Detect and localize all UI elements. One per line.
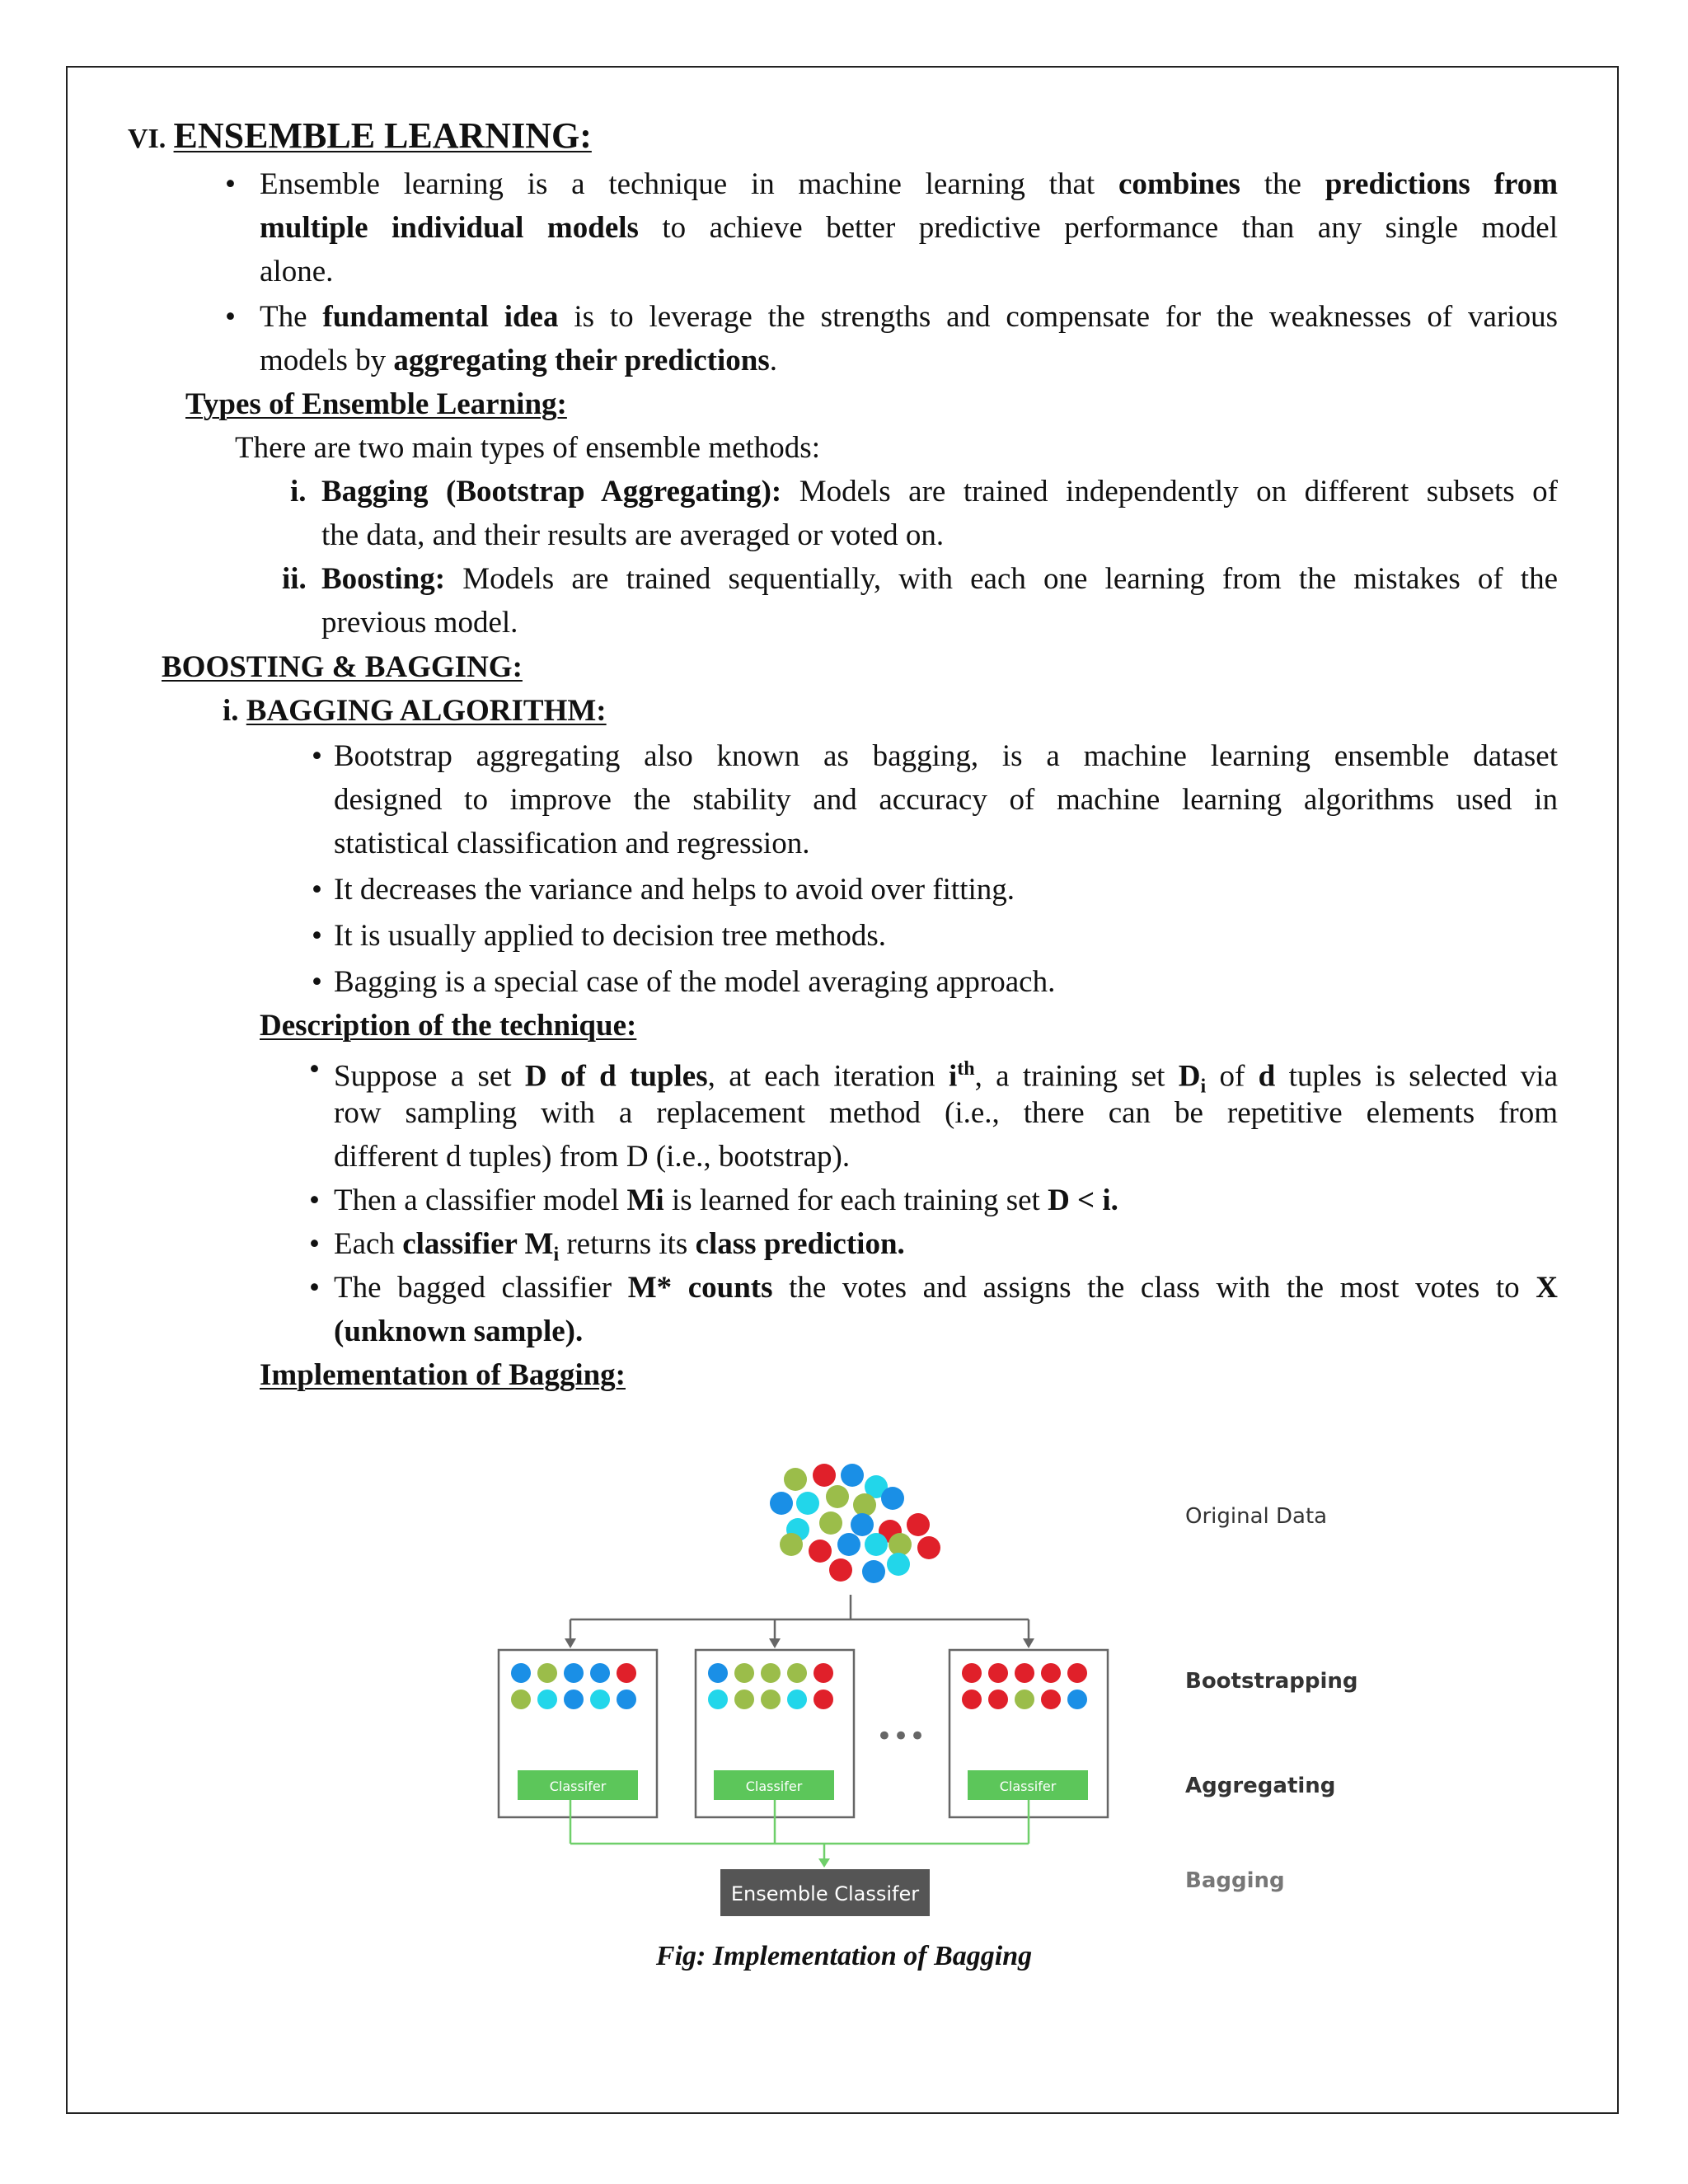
data-point <box>826 1485 849 1508</box>
label-aggregating: Aggregating <box>1185 1774 1336 1798</box>
description-line: Then a classifier model Mi is learned for each training set D < i. <box>334 1183 1118 1217</box>
sample-point <box>590 1690 610 1709</box>
bullet-line: Bootstrap aggregating also known as bagging, is a machine learning ensemble dataset <box>334 739 1558 773</box>
bullet-dot: • <box>309 1227 320 1261</box>
list-item-boosting: Boosting: Models are trained sequentially, with each one learning from the mistakes of the <box>321 562 1558 596</box>
arrow-down-icon <box>565 1638 576 1648</box>
bullet-line: It decreases the variance and helps to avoid over fitting. <box>334 873 1015 907</box>
description-line: Suppose a set D of d tuples, at each iteration $i^{th}$, a training set $D_i$ of d tuples is selected via <box>334 1058 1558 1098</box>
classifier-label: Classifer <box>549 1779 607 1794</box>
sample-point <box>1067 1663 1087 1683</box>
sample-point <box>1015 1690 1034 1709</box>
data-point <box>813 1464 836 1487</box>
sample-point <box>617 1663 636 1683</box>
arrow-down-icon <box>1023 1638 1034 1648</box>
bootstrap-connectors <box>570 1595 1029 1640</box>
types-intro: There are two main types of ensemble methods: <box>235 431 820 465</box>
bullet-line: models by aggregating their predictions. <box>260 344 777 377</box>
description-line: (unknown sample). <box>334 1315 584 1348</box>
sample-point <box>511 1690 531 1709</box>
section-title: ENSEMBLE LEARNING: <box>173 115 592 156</box>
data-point <box>851 1513 874 1536</box>
bullet-dot: • <box>312 919 322 953</box>
sample-point <box>761 1690 781 1709</box>
sample-point <box>1015 1663 1034 1683</box>
description-heading: Description of the technique: <box>260 1009 637 1043</box>
boosting-bagging-heading: BOOSTING & BAGGING: <box>162 650 523 684</box>
sample-point <box>564 1663 584 1683</box>
bullet-dot: • <box>312 873 322 907</box>
bullet-line: multiple individual models to achieve better predictive performance than any single model <box>260 211 1558 245</box>
bullet-dot: • <box>309 1052 320 1086</box>
sample-point <box>1067 1690 1087 1709</box>
description-line: row sampling with a replacement method (i.e., there can be repetitive elements from <box>334 1096 1558 1130</box>
sample-point <box>761 1663 781 1683</box>
sample-point <box>1041 1690 1061 1709</box>
data-point <box>796 1492 819 1515</box>
sample-point <box>734 1690 754 1709</box>
data-point <box>770 1492 793 1515</box>
ellipsis: ••• <box>875 1720 926 1753</box>
sample-point <box>537 1663 557 1683</box>
sample-point <box>814 1663 833 1683</box>
description-line: Each classifier $M_i$ returns its class prediction. <box>334 1227 905 1266</box>
sample-point <box>564 1690 584 1709</box>
list-item-bagging: Bagging (Bootstrap Aggregating): Models are trained independently on different subsets of <box>321 475 1558 509</box>
figure-caption: Fig: Implementation of Bagging <box>655 1941 1033 1971</box>
original-data-cluster <box>770 1464 940 1583</box>
arrow-down-icon <box>818 1858 830 1868</box>
label-bootstrapping: Bootstrapping <box>1185 1669 1358 1694</box>
data-point <box>865 1533 888 1556</box>
list-number: ii. <box>282 562 307 596</box>
bullet-line: Bagging is a special case of the model averaging approach. <box>334 965 1056 999</box>
data-point <box>853 1493 876 1516</box>
types-heading: Types of Ensemble Learning: <box>185 387 567 421</box>
data-point <box>889 1533 912 1556</box>
bullet-dot: • <box>312 965 322 999</box>
sample-point <box>734 1663 754 1683</box>
bullet-line: statistical classification and regression. <box>334 827 810 860</box>
data-point <box>809 1540 832 1563</box>
sample-point <box>787 1663 807 1683</box>
classifier-label: Classifer <box>745 1779 803 1794</box>
data-point <box>917 1536 940 1559</box>
sample-point <box>962 1663 982 1683</box>
bullet-line: The fundamental idea is to leverage the strengths and compensate for the weaknesses of various <box>260 300 1558 334</box>
data-point <box>881 1487 904 1510</box>
list-number: i. <box>290 475 307 509</box>
sample-point <box>511 1663 531 1683</box>
data-point <box>841 1464 864 1487</box>
data-point <box>784 1468 807 1491</box>
bullet-line: Ensemble learning is a technique in machine learning that combines the predictions from <box>260 167 1559 201</box>
implementation-heading: Implementation of Bagging: <box>260 1358 626 1392</box>
bullet-line: It is usually applied to decision tree methods. <box>334 919 886 953</box>
sample-point <box>814 1690 833 1709</box>
data-point <box>780 1533 803 1556</box>
list-item-cont: previous model. <box>321 606 518 640</box>
sample-point <box>708 1663 728 1683</box>
sample-point <box>708 1690 728 1709</box>
data-point <box>829 1558 852 1582</box>
label-original-data: Original Data <box>1185 1504 1328 1529</box>
classifier-label: Classifer <box>999 1779 1057 1794</box>
section-number: VI. <box>128 124 166 154</box>
sample-point <box>1041 1663 1061 1683</box>
label-bagging: Bagging <box>1185 1868 1285 1893</box>
sample-point <box>988 1690 1008 1709</box>
sample-point <box>590 1663 610 1683</box>
sample-point <box>988 1663 1008 1683</box>
bullet-dot: • <box>309 1271 320 1305</box>
arrow-down-icon <box>769 1638 781 1648</box>
data-point <box>862 1560 885 1583</box>
description-line: different d tuples) from D (i.e., bootstrap). <box>334 1140 851 1174</box>
ensemble-label: Ensemble Classifer <box>730 1882 920 1905</box>
bullet-dot: • <box>312 739 322 773</box>
bagging-algorithm-heading: i. BAGGING ALGORITHM: <box>223 694 607 728</box>
description-line: The bagged classifier M* counts the votes and assigns the class with the most votes to X <box>334 1271 1558 1305</box>
data-point <box>907 1513 930 1536</box>
bullet-dot: • <box>309 1183 320 1217</box>
sample-point <box>787 1690 807 1709</box>
data-point <box>887 1553 910 1576</box>
bullet-line: alone. <box>260 255 334 288</box>
bullet-line: designed to improve the stability and accuracy of machine learning algorithms used in <box>334 783 1558 817</box>
list-item-cont: the data, and their results are averaged or voted on. <box>321 518 945 552</box>
sample-point <box>962 1690 982 1709</box>
sample-point <box>537 1690 557 1709</box>
bullet-dot: • <box>225 167 236 201</box>
data-point <box>837 1533 860 1556</box>
data-point <box>819 1511 842 1535</box>
sample-point <box>617 1690 636 1709</box>
bullet-dot: • <box>225 300 236 334</box>
